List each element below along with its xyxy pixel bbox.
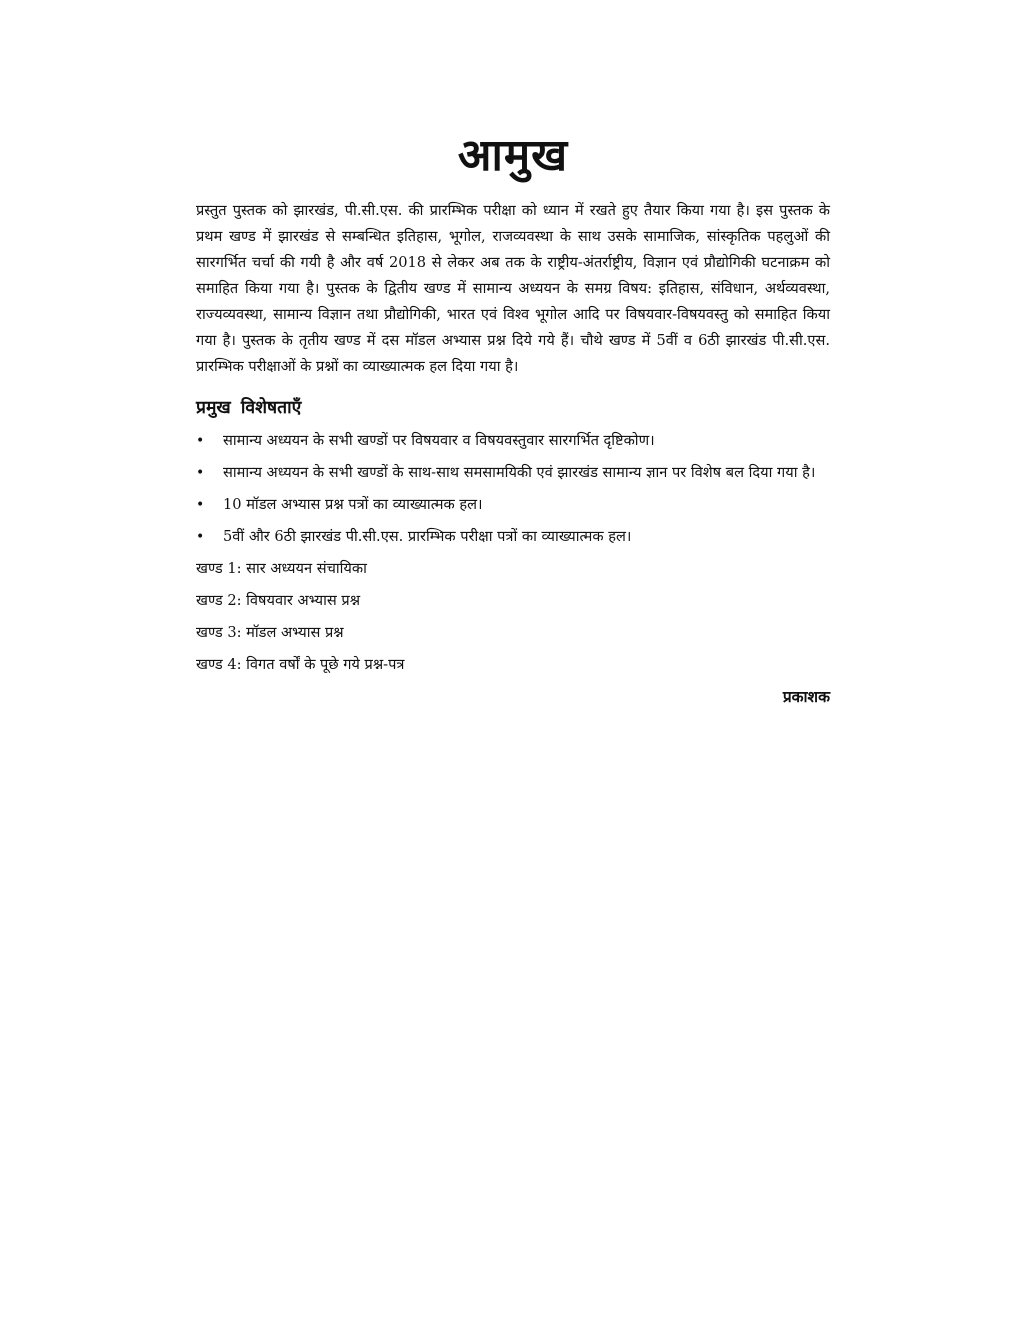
bullet-icon: •	[196, 529, 205, 545]
preface-page	[196, 128, 830, 710]
section-line-4: खण्ड 4: विगत वर्षों के पूछे गये प्रश्न-पत्र	[196, 656, 405, 673]
list-item	[196, 492, 830, 518]
feature-text: 10 मॉडल अभ्यास प्रश्न पत्रों का व्याख्यात्मक हल।	[223, 496, 483, 513]
page-title: आमुख	[457, 130, 569, 181]
feature-text: 5वीं और 6ठी झारखंड पी.सी.एस. प्रारम्भिक परीक्षा पत्रों का व्याख्यात्मक हल।	[223, 528, 632, 545]
features-list	[196, 428, 830, 550]
bullet-icon: •	[196, 497, 205, 513]
section-line-1: खण्ड 1: सार अध्ययन संचायिका	[196, 560, 367, 577]
feature-text: सामान्य अध्ययन के सभी खण्डों के साथ-साथ समसामयिकी एवं झारखंड सामान्य ज्ञान पर विशेष बल दिया गया है।	[223, 464, 816, 481]
bullet-icon: •	[196, 465, 205, 481]
publisher-signature: प्रकाशक	[782, 688, 830, 706]
intro-paragraph: प्रस्तुत पुस्तक को झारखंड, पी.सी.एस. की प्रारम्भिक परीक्षा को ध्यान में रखते हुए तैयार किया गया है। इस पुस्तक के प्रथम खण्ड में झारखंड से सम्बन्धित इतिहास, भूगोल, राजव्यवस्था के साथ उसके सामाजिक, सांस्कृतिक पहलुओं की सारगर्भित चर्चा की गयी है और वर्ष 2018 से लेकर अब तक के राष्ट्रीय-अंतर्राष्ट्रीय, विज्ञान एवं प्रौद्योगिकी घटनाक्रम को समाहित किया गया है। पुस्तक के द्वितीय खण्ड में सामान्य अध्ययन के समग्र विषय: इतिहास, संविधान, अर्थव्यवस्था, राज्यव्यवस्था, सामान्य विज्ञान तथा प्रौद्योगिकी, भारत एवं विश्व भूगोल आदि पर विषयवार-विषयवस्तु को समाहित किया गया है। पुस्तक के तृतीय खण्ड में दस मॉडल अभ्यास प्रश्न दिये गये हैं। चौथे खण्ड में 5वीं व 6ठी झारखंड पी.सी.एस. प्रारम्भिक परीक्षाओं के प्रश्नों का व्याख्यात्मक हल दिया गया है।	[196, 202, 830, 375]
list-item	[196, 524, 830, 550]
bullet-icon: •	[196, 433, 205, 449]
features-heading: प्रमुख विशेषताएँ	[196, 398, 302, 418]
feature-text: सामान्य अध्ययन के सभी खण्डों पर विषयवार व विषयवस्तुवार सारगर्भित दृष्टिकोण।	[223, 432, 655, 449]
list-item	[196, 428, 830, 454]
section-line-2: खण्ड 2: विषयवार अभ्यास प्रश्न	[196, 592, 361, 609]
sections-list	[196, 556, 830, 678]
section-line-3: खण्ड 3: मॉडल अभ्यास प्रश्न	[196, 624, 344, 641]
list-item	[196, 460, 830, 486]
